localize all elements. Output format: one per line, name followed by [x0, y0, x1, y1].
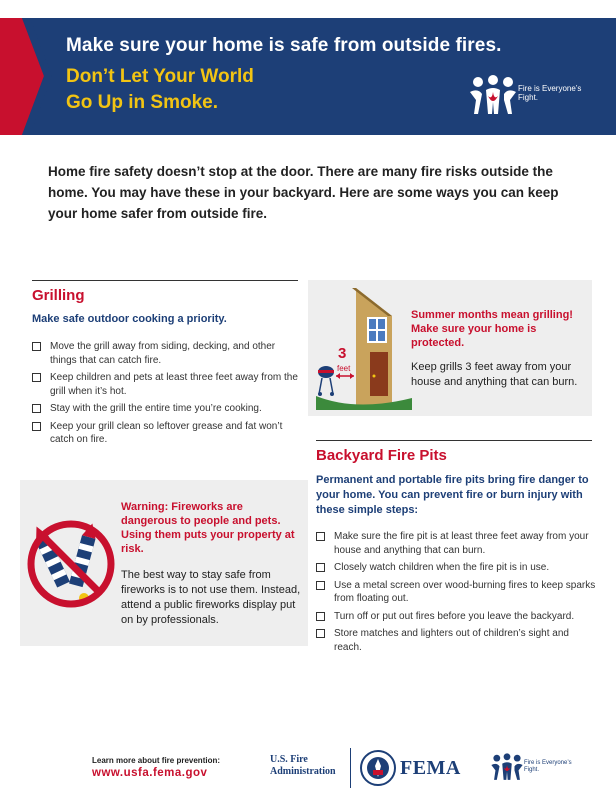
- grilling-divider: [32, 280, 298, 281]
- list-item: Move the grill away from siding, decking, and other things that can catch fire.: [32, 340, 302, 367]
- checkbox-icon: [32, 422, 41, 431]
- footer-divider: [350, 748, 351, 788]
- fireworks-warning-body: The best way to stay safe from fireworks is to not use them. Instead, attend a public fireworks display put on by professionals.: [121, 569, 301, 626]
- grilling-subtitle: Make safe outdoor cooking a priority.: [32, 313, 227, 325]
- fireworks-warning-heading: Warning: Fireworks are dangerous to people and pets. Using them puts your property at risk.: [121, 501, 295, 555]
- checkbox-icon: [316, 532, 325, 541]
- list-item: Stay with the grill the entire time you’re cooking.: [32, 402, 302, 416]
- distance-unit: feet: [337, 364, 351, 373]
- fire-pits-title: Backyard Fire Pits: [316, 447, 447, 464]
- list-item: Keep your grill clean so leftover grease and fat won’t catch on fire.: [32, 420, 302, 447]
- grill-callout-body: Keep grills 3 feet away from your house and anything that can burn.: [411, 361, 578, 388]
- checkbox-icon: [32, 404, 41, 413]
- house-and-grill-illustration: [316, 286, 412, 410]
- dhs-seal-icon: [360, 750, 396, 786]
- grilling-checklist: [32, 340, 302, 451]
- checkbox-icon: [316, 581, 325, 590]
- fire-is-everyones-fight-footer-logo: [490, 750, 524, 784]
- grilling-title: Grilling: [32, 287, 85, 304]
- footer-logo-caption: Fire is Everyone’s Fight.: [524, 760, 572, 773]
- footer-learn-more: Learn more about fire prevention:: [92, 756, 221, 765]
- intro-paragraph: Home fire safety doesn’t stop at the door. There are many fire risks outside the home. You may have these in your backyard. Here are some ways you can keep your home safer from outside fire.: [48, 164, 559, 221]
- checkbox-icon: [316, 612, 325, 621]
- checkbox-icon: [32, 342, 41, 351]
- header-headline: Make sure your home is safe from outside fires.: [66, 35, 502, 56]
- header-tagline-line1: Don’t Let Your World: [66, 66, 254, 87]
- list-item: Make sure the fire pit is at least three feet away from your house and anything that can burn.: [316, 530, 596, 557]
- fire-is-everyones-fight-logo: [468, 70, 518, 120]
- grill-callout-heading: Summer months mean grilling! Make sure your home is protected.: [411, 309, 573, 349]
- banner-red-arrow: [0, 18, 60, 135]
- footer-url-link[interactable]: www.usfa.fema.gov: [92, 767, 208, 779]
- checkbox-icon: [316, 629, 325, 638]
- fire-pits-divider: [316, 440, 592, 441]
- fema-wordmark: FEMA: [400, 757, 461, 779]
- distance-number: 3: [338, 345, 347, 362]
- list-item: Keep children and pets at least three feet away from the grill when it’s hot.: [32, 371, 302, 398]
- logo-caption: Fire is Everyone’s Fight.: [518, 84, 582, 102]
- header-tagline-line2: Go Up in Smoke.: [66, 92, 219, 113]
- checkbox-icon: [316, 563, 325, 572]
- checkbox-icon: [32, 373, 41, 382]
- list-item: Use a metal screen over wood-burning fires to keep sparks from floating out.: [316, 579, 596, 606]
- fire-pits-subtitle: Permanent and portable fire pits bring fire danger to your home. You can prevent fire or burn injury with these simple steps:: [316, 474, 589, 516]
- list-item: Closely watch children when the fire pit is in use.: [316, 561, 596, 575]
- no-fireworks-icon: [26, 506, 116, 616]
- list-item: Turn off or put out fires before you leave the backyard.: [316, 610, 596, 624]
- fire-pits-checklist: [316, 530, 596, 658]
- usfa-label: U.S. Fire Administration: [270, 754, 336, 777]
- list-item: Store matches and lighters out of children’s sight and reach.: [316, 627, 596, 654]
